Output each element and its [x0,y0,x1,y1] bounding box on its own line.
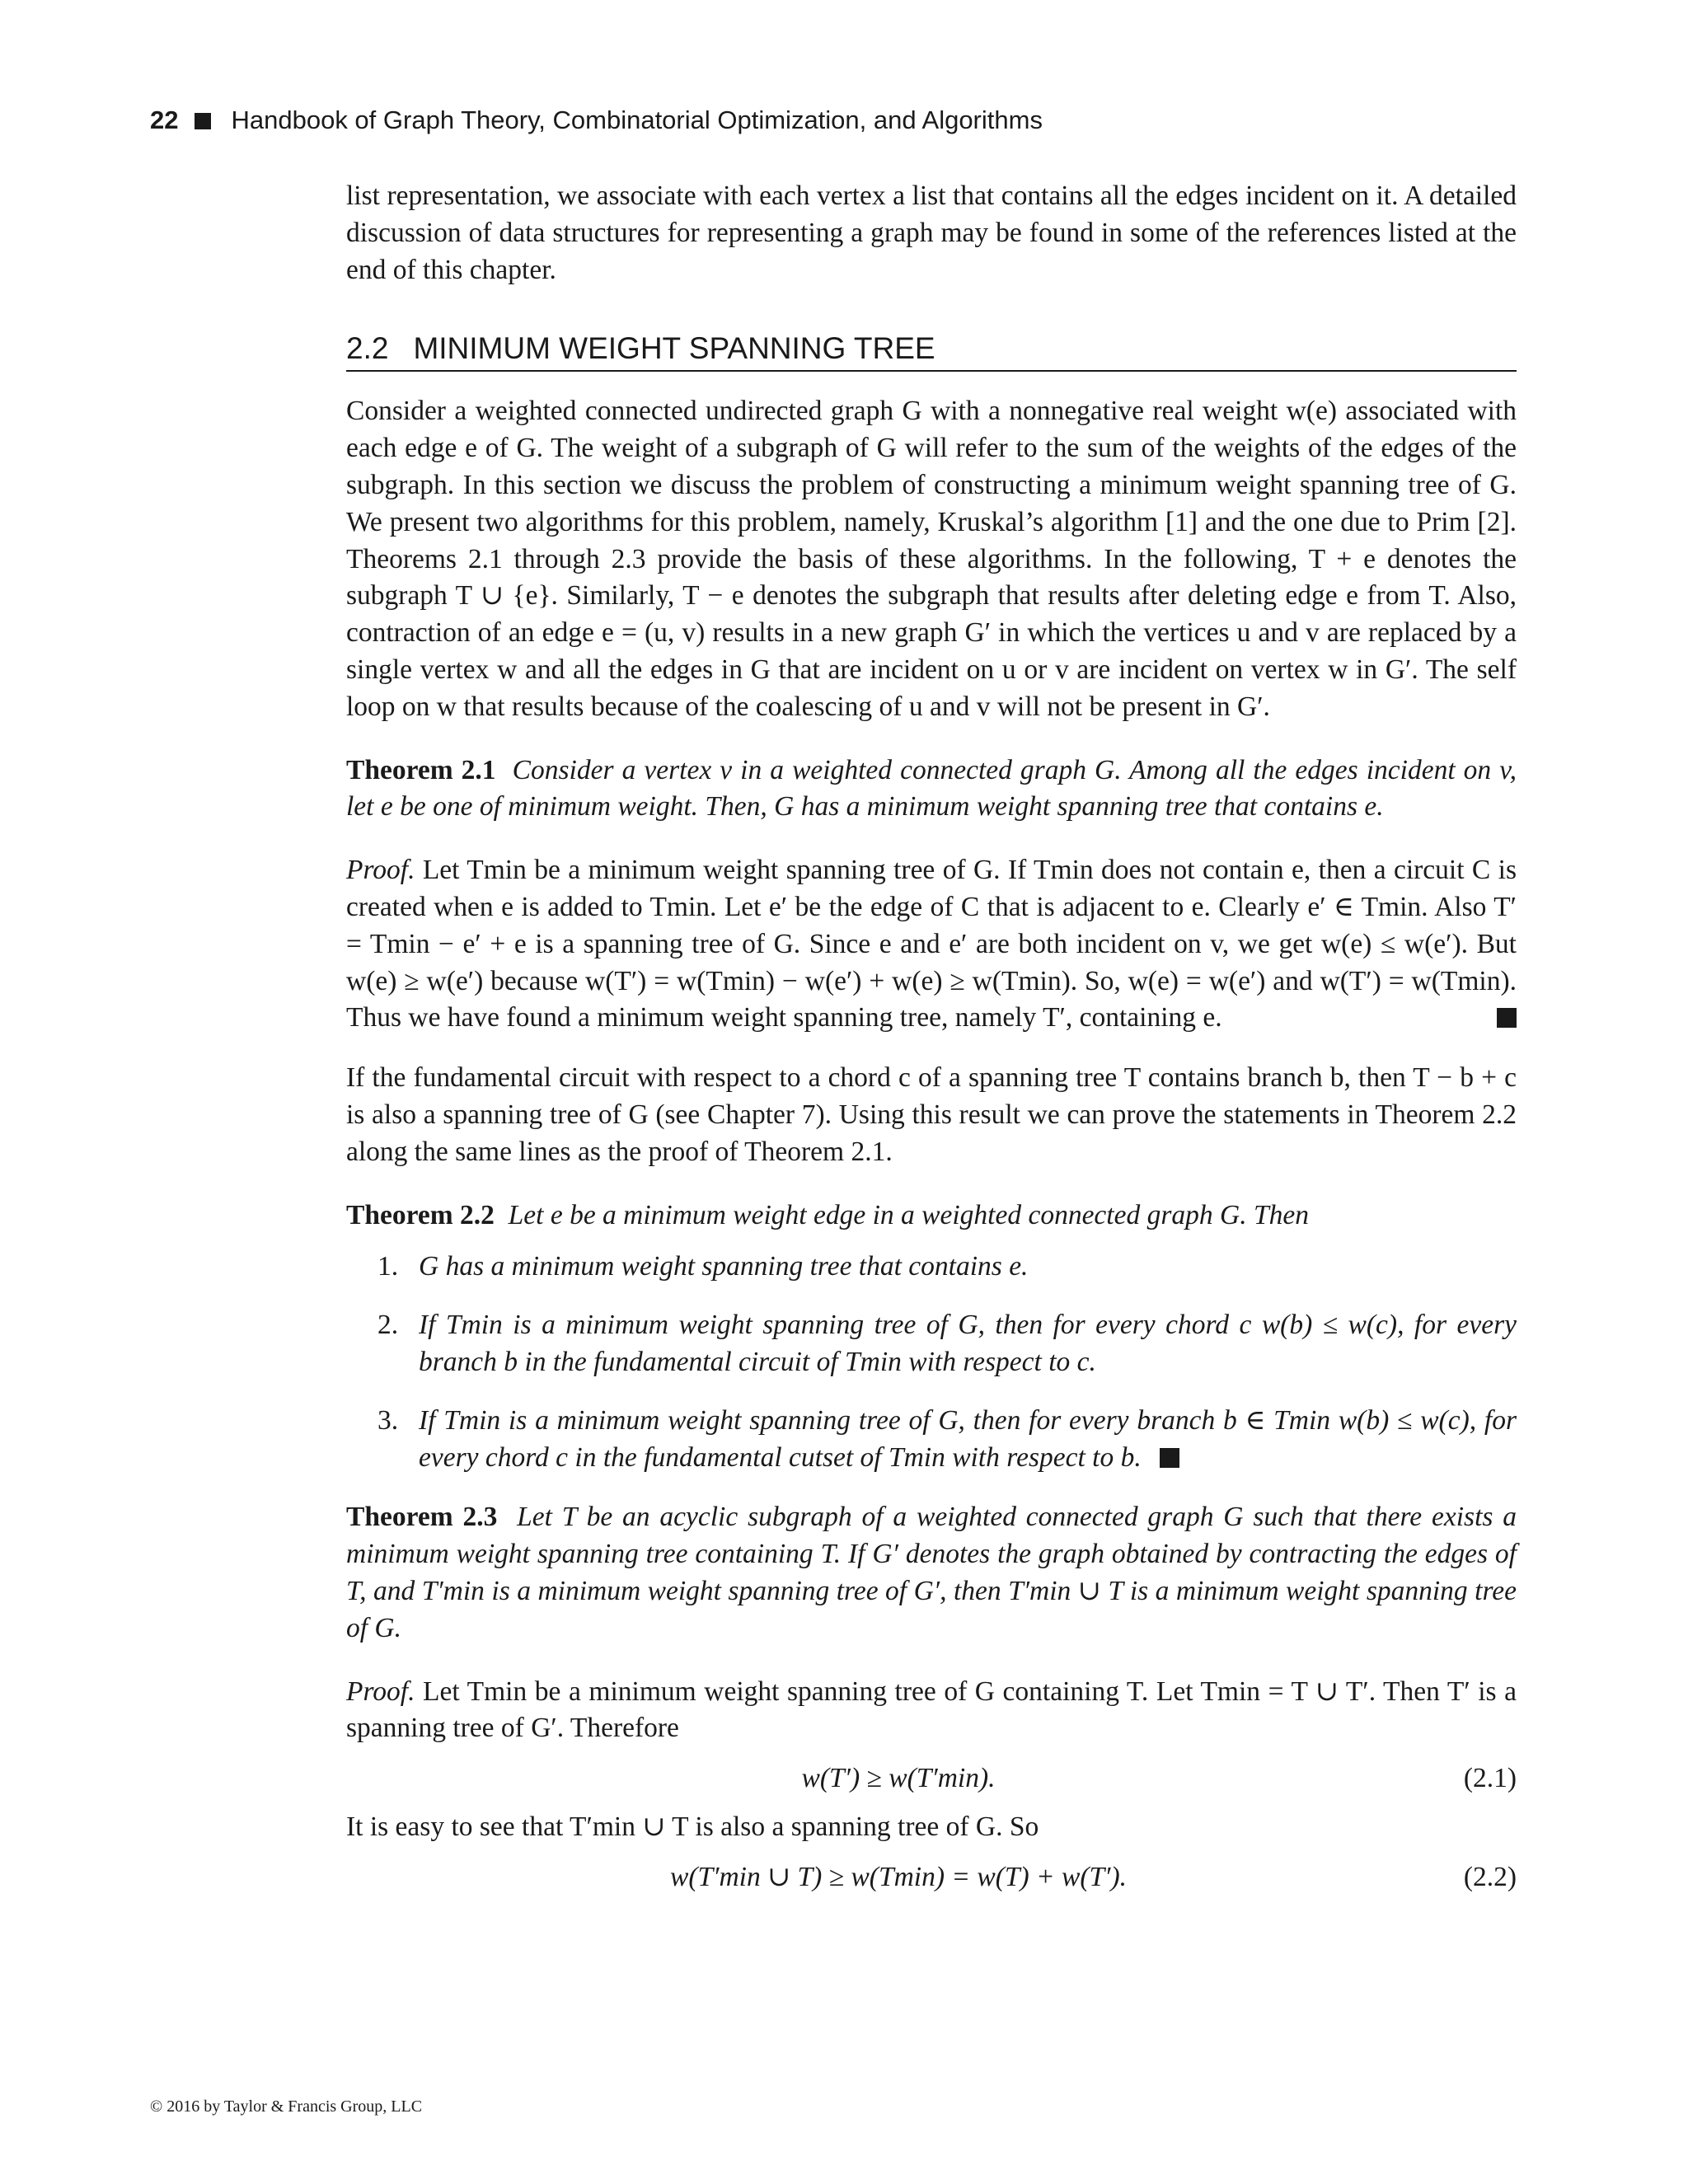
theorem-2-3 [346,1499,1517,1647]
theorem-2-2-label: Theorem 2.2 [346,1199,495,1230]
proof-2-3-body: Let Tmin be a minimum weight spanning tree of G containing T. Let Tmin = T ∪ T′. Then T′ is a spanning tree of G′. Therefore [346,1675,1517,1744]
theorem-2-1-label: Theorem 2.1 [346,754,496,785]
proof-2-1-body: Let Tmin be a minimum weight spanning tree of G. If Tmin does not contain e, then a circuit C is created when e is added to Tmin. Let e′ be the edge of C that is adjacent to e. Clearly e′ ∈ Tmin. Also T′ = Tmin − e′ + e is a spanning tree of G. Since e and e′ are both incident on v, we get w(e) ≤ w(e′). But w(e) ≥ w(e′) because w(T′) = w(Tmin) − w(e′) + w(e) ≥ w(Tmin). So, w(e) = w(e′) and w(T′) = w(Tmin). Thus we have found a minimum weight spanning tree, namely T′, containing e. [346,855,1517,1033]
proof-2-3-label: Proof. [346,1675,415,1707]
theorem-2-1 [346,752,1517,827]
text-column [346,178,1517,1907]
page-number: 22 [150,105,179,134]
list-item [346,1403,1517,1477]
running-head [150,104,1518,137]
after-equation-paragraph: It is easy to see that T′min ∪ T is also a spanning tree of G. So [346,1811,1039,1842]
theorem-2-2-body: Let e be a minimum weight edge in a weighted connected graph G. Then [508,1199,1309,1230]
list-item-number: 1. [377,1251,399,1282]
list-item [346,1307,1517,1381]
proof-2-3 [346,1674,1517,1748]
equation-2-2-expr: w(T′min ∪ T) ≥ w(Tmin) = w(T) + w(T′). [670,1861,1127,1892]
equation-2-1-number: (2.1) [1463,1763,1517,1794]
theorem-2-3-body: Let T be an acyclic subgraph of a weighted connected graph G such that there exists a minimum weight spanning tree containing T. If G′ denotes the graph obtained by contracting the edges of T, and T′min is a minimum weight spanning tree of G′, then T′min ∪ T is a minimum weight spanning tree of G. [346,1502,1517,1643]
theorem-2-2 [346,1197,1517,1235]
list-item [346,1249,1517,1286]
chord-paragraph: If the fundamental circuit with respect to a chord c of a spanning tree T contains branch b, then T − b + c is also a spanning tree of G (see Chapter 7). Using this result we can prove the statements in Theorem 2.2 along the same lines as the proof of Theorem 2.1. [346,1062,1517,1167]
qed-square-icon [1497,1008,1517,1028]
section-title: MINIMUM WEIGHT SPANNING TREE [413,331,935,366]
copyright-footer: © 2016 by Taylor & Francis Group, LLC [150,2097,423,2116]
theorem-2-3-label: Theorem 2.3 [346,1502,498,1533]
theorem-2-1-body: Consider a vertex v in a weighted connected graph G. Among all the edges incident on v, let e be one of minimum weight. Then, G has a minimum weight spanning tree that contains e. [346,754,1517,823]
book-title: Handbook of Graph Theory, Combinatorial Optimization, and Algorithms [231,105,1043,134]
black-square-icon [195,113,211,129]
proof-2-1-label: Proof. [346,855,415,886]
proof-2-1 [346,852,1517,1037]
equation-2-1 [346,1760,1517,1797]
section-paragraph: Consider a weighted connected undirected graph G with a nonnegative real weight w(e) associated with each edge e of G. The weight of a subgraph of G will refer to the sum of the weights of the edges of the subgraph. In this section we discuss the problem of constructing a minimum weight spanning tree of G. We present two algorithms for this problem, namely, Kruskal’s algorithm [1] and the one due to Prim [2]. Theorems 2.1 through 2.3 provide the basis of these algorithms. In the following, T + e denotes the subgraph T ∪ {e}. Similarly, T − e denotes the subgraph that results after deleting edge e from T. Also, contraction of an edge e = (u, v) results in a new graph G′ in which the vertices u and v are replaced by a single vertex w and all the edges in G that are incident on u or v are incident on vertex w in G′. The self loop on w that results because of the coalescing of u and v will not be present in G′. [346,396,1517,722]
list-item-number: 2. [377,1310,399,1341]
list-item-text: G has a minimum weight spanning tree that contains e. [419,1251,1029,1282]
list-item-number: 3. [377,1404,399,1436]
equation-2-1-expr: w(T′) ≥ w(T′min). [801,1763,996,1794]
section-heading [346,330,1517,372]
intro-paragraph: list representation, we associate with each vertex a list that contains all the edges incident on it. A detailed discussion of data structures for representing a graph may be found in some of the references listed at the end of this chapter. [346,180,1517,285]
section-number: 2.2 [346,331,389,366]
theorem-2-2-list [346,1249,1517,1476]
equation-2-2-number: (2.2) [1463,1861,1517,1892]
qed-square-icon [1160,1448,1179,1468]
equation-2-2 [346,1859,1517,1896]
list-item-text: If Tmin is a minimum weight spanning tree of G, then for every branch b ∈ Tmin w(b) ≤ w(c), for every chord c in the fundamental cutset of Tmin with respect to b. [419,1404,1517,1473]
list-item-text: If Tmin is a minimum weight spanning tree of G, then for every chord c w(b) ≤ w(c), for every branch b in the fundamental circuit of Tmin with respect to c. [419,1310,1517,1377]
